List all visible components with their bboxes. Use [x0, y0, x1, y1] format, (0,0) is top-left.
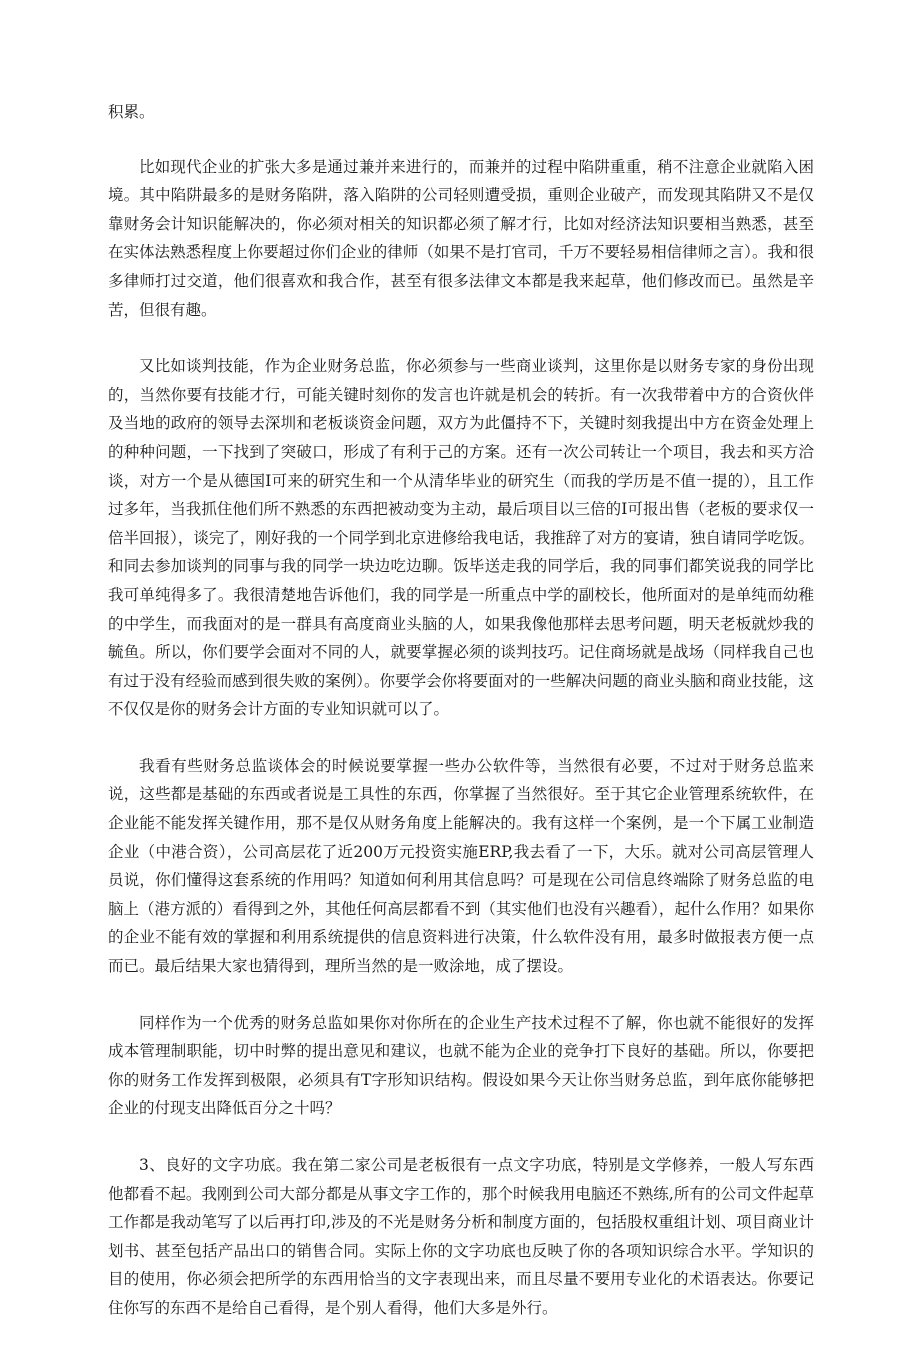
paragraph-negotiation-skills: 又比如谈判技能，作为企业财务总监，你必须参与一些商业谈判，这里你是以财务专家的身份出现的，当然你要有技能才行，可能关键时刻你的发言也许就是机会的转折。有一次我带着中方的合资伙伴及当地的政府的领导去深圳和老板谈资金问题，双方为此僵持不下，关键时刻我提出中方在资金处理上的种种问题，一下找到了突破口，形成了有利于己的方案。还有一次公司转让一个项目，我去和买方洽谈，对方一个是从德国I可来的研究生和一个从清华毕业的研究生（而我的学历是不值一提的），且工作过多年，当我抓住他们所不熟悉的东西把被动变为主动，最后项目以三倍的I可报出售（老板的要求仅一倍半回报），谈完了，刚好我的一个同学到北京进修给我电话，我推辞了对方的宴请，独自请同学吃饭。和同去参加谈判的同事与我的同学一块边吃边聊。饭毕送走我的同学后，我的同事们都笑说我的同学比我可单纯得多了。我很清楚地告诉他们，我的同学是一所重点中学的副校长，他所面对的是单纯而幼稚的中学生，而我面对的是一群具有高度商业头脑的人，如果我像他那样去思考问题，明天老板就炒我的毓鱼。所以，你们要学会面对不同的人，就要掌握必须的谈判技巧。记住商场就是战场（同样我自己也有过于没有经验而感到很失败的案例）。你要学会你将要面对的一些解决问题的商业头脑和商业技能，这不仅仅是你的财务会计方面的专业知识就可以了。 [108, 357, 814, 719]
paragraph-continuation: 积累。 [108, 103, 155, 121]
paragraph-merger-traps: 比如现代企业的扩张大多是通过兼并来进行的，而兼并的过程中陷阱重重，稍不注意企业就陷入困境。其中陷阱最多的是财务陷阱，落入陷阱的公司轻则遭受损，重则企业破产，而发现其陷阱又不是仅靠财务会计知识能解决的，你必须对相关的知识都必须了解才行，比如对经济法知识要相当熟悉，甚至在实体法熟悉程度上你要超过你们企业的律师（如果不是打官司，千万不要轻易相信律师之言）。我和很多律师打过交道，他们很喜欢和我合作，甚至有很多法律文本都是我来起草，他们修改而已。虽然是辛苦，但很有趣。 [108, 157, 814, 319]
document-body [108, 98, 814, 1351]
paragraph-writing-skills: 3、良好的文字功底。我在第二家公司是老板很有一点文字功底，特别是文学修养，一般人写东西他都看不起。我刚到公司大部分都是从事文字工作的，那个时候我用电脑还不熟练,所有的公司文件起草工作都是我动笔写了以后再打印,涉及的不光是财务分析和制度方面的，包括股权重组计划、项目商业计划书、甚至包括产品出口的销售合同。实际上你的文字功底也反映了你的各项知识综合水平。学知识的目的使用，你必须会把所学的东西用恰当的文字表现出来，而且尽量不要用专业化的术语表达。你要记住你写的东西不是给自己看得，是个别人看得，他们大多是外行。 [108, 1156, 814, 1317]
paragraph-software-case: 我看有些财务总监谈体会的时候说要掌握一些办公软件等，当然很有必要，不过对于财务总监来说，这些都是基础的东西或者说是工具性的东西，你掌握了当然很好。至于其它企业管理系统软件，在企业能不能发挥关键作用，那不是仅从财务角度上能解决的。我有这样一个案例，是一个下属工业制造企业（中港合资），公司高层花了近200万元投资实施ERP,我去看了一下，大乐。就对公司高层管理人员说，你们懂得这套系统的作用吗？知道如何利用其信息吗？可是现在公司信息终端除了财务总监的电脑上（港方派的）看得到之外，其他任何高层都看不到（其实他们也没有兴趣看），起什么作用？如果你的企业不能有效的掌握和利用系统提供的信息资料进行决策，什么软件没有用，最多时做报表方便一点而已。最后结果大家也猜得到，理所当然的是一败涂地，成了摆设。 [108, 756, 814, 976]
paragraph-t-shaped-knowledge: 同样作为一个优秀的财务总监如果你对你所在的企业生产技术过程不了解，你也就不能很好的发挥成本管理制职能，切中时弊的提出意见和建议，也就不能为企业的竞争打下良好的基础。所以，你要把你的财务工作发挥到极限，必须具有T字形知识结构。假设如果今天让你当财务总监，到年底你能够把企业的付现支出降低百分之十吗？ [108, 1013, 814, 1118]
